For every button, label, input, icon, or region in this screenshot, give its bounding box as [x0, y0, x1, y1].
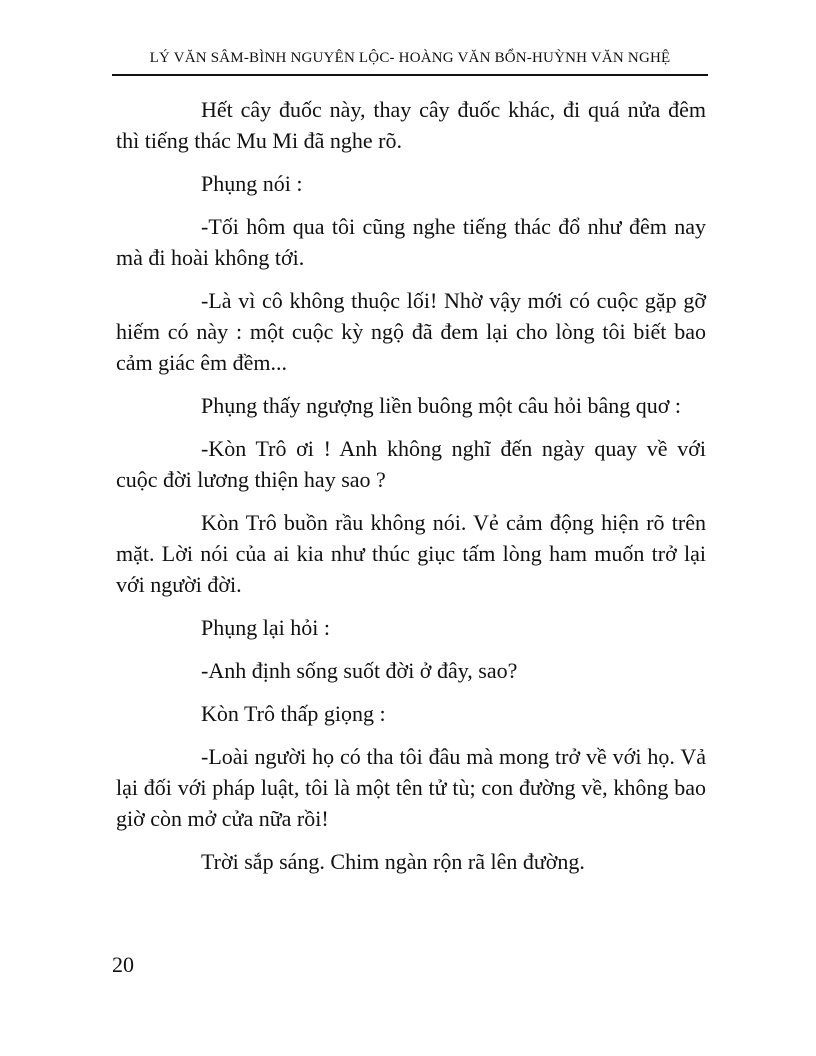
- paragraph-10: Kòn Trô thấp giọng :: [201, 701, 386, 726]
- body-text: [116, 94, 706, 889]
- paragraph-5: Phụng thấy ngượng liền buông một câu hỏi bâng quơ :: [201, 393, 682, 418]
- running-header: LÝ VĂN SÂM-BÌNH NGUYÊN LỘC- HOÀNG VĂN BỔN-HUỲNH VĂN NGHỆ: [149, 50, 671, 66]
- paragraph-1: Hết cây đuốc này, thay cây đuốc khác, đi quá nửa đêm thì tiếng thác Mu Mi đã nghe rõ.: [116, 97, 706, 153]
- page-number: 20: [112, 952, 134, 977]
- paragraph-3: -Tối hôm qua tôi cũng nghe tiếng thác đổ như đêm nay mà đi hoài không tới.: [116, 214, 706, 270]
- paragraph-6: -Kòn Trô ơi ! Anh không nghĩ đến ngày quay về với cuộc đời lương thiện hay sao ?: [116, 436, 706, 492]
- paragraph-11: -Loài người họ có tha tôi đâu mà mong trở về với họ. Vả lại đối với pháp luật, tôi là một tên tử tù; con đường về, không bao giờ còn mở cửa nữa rồi!: [116, 744, 706, 831]
- paragraph-9: -Anh định sống suốt đời ở đây, sao?: [201, 658, 518, 683]
- header-rule: [112, 74, 708, 76]
- paragraph-7: Kòn Trô buồn rầu không nói. Vẻ cảm động hiện rõ trên mặt. Lời nói của ai kia như thúc giục tấm lòng ham muốn trở lại với người đời.: [116, 510, 706, 597]
- paragraph-4: -Là vì cô không thuộc lối! Nhờ vậy mới có cuộc gặp gỡ hiếm có này : một cuộc kỳ ngộ đã đem lại cho lòng tôi biết bao cảm giác êm đềm...: [116, 288, 706, 375]
- paragraph-12: Trời sắp sáng. Chim ngàn rộn rã lên đường.: [201, 849, 585, 874]
- paragraph-8: Phụng lại hỏi :: [201, 615, 330, 640]
- paragraph-2: Phụng nói :: [201, 171, 303, 196]
